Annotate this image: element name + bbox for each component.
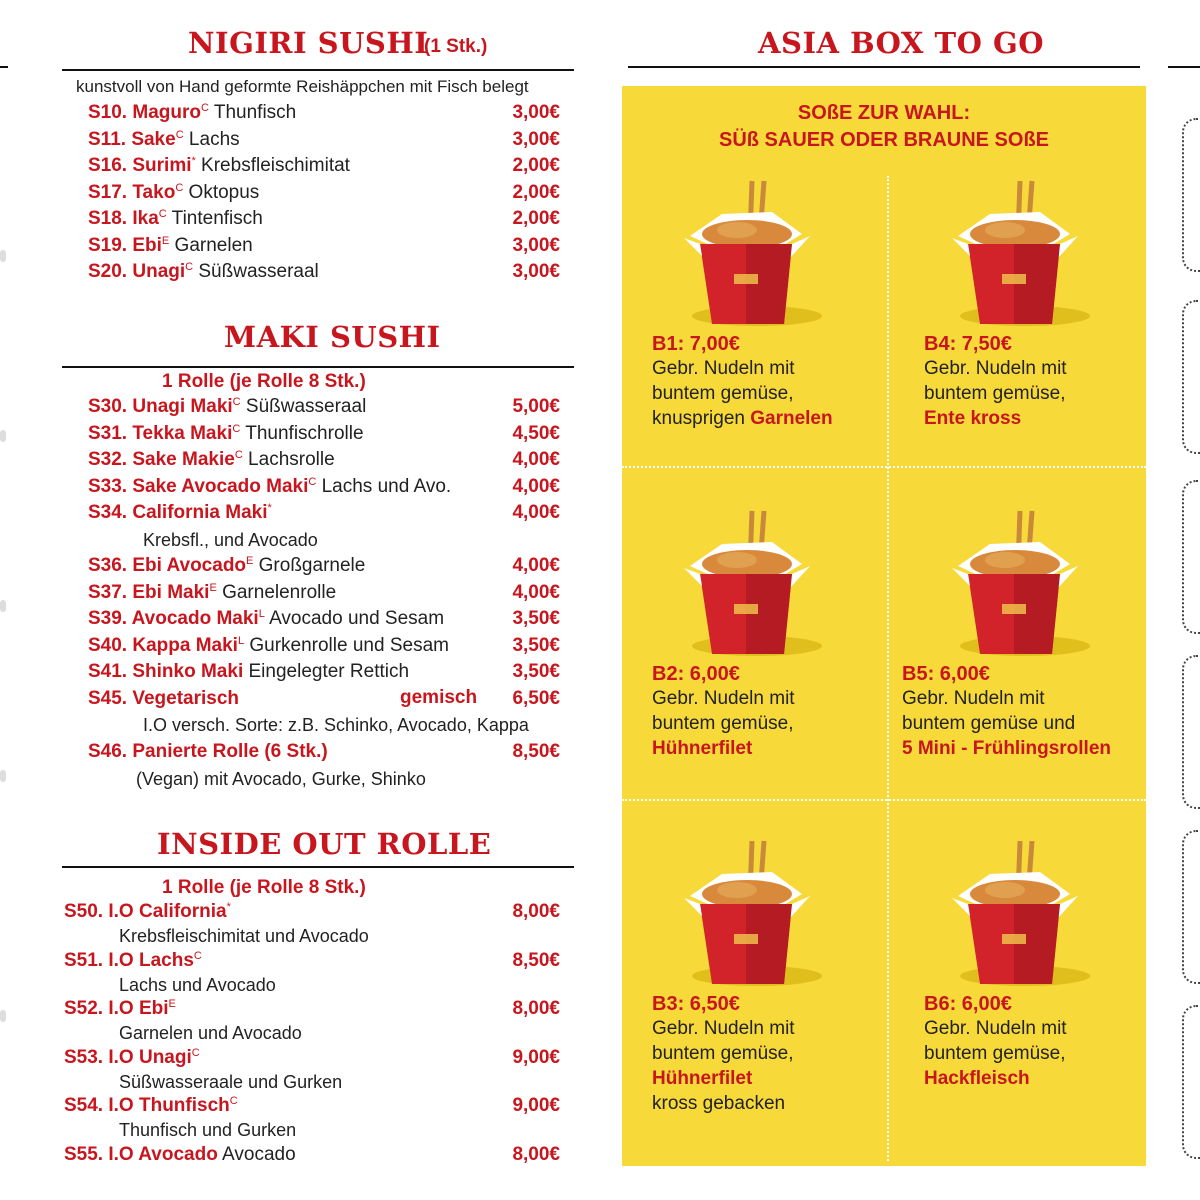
item-code: S36. Ebi Avocado [88, 555, 247, 576]
asiabox-item [652, 333, 887, 430]
box-line: Gebr. Nudeln mit [652, 688, 795, 709]
menu-item-row [88, 582, 560, 608]
item-note: Thunfisch und Gurken [119, 1120, 297, 1140]
item-code: S51. I.O Lachs [64, 949, 194, 971]
menu-item-row [88, 502, 560, 528]
vegetarisch-option: gemisch [400, 687, 478, 708]
item-code: S16. Surimi [88, 155, 192, 176]
item-note: (Vegan) mit Avocado, Gurke, Shinko [136, 769, 426, 789]
maki-subtitle: 1 Rolle (je Rolle 8 Stk.) [162, 371, 366, 392]
sauce-line-2: SÜß SAUER ODER BRAUNE SOßE [718, 129, 1050, 151]
menu-item-row [88, 635, 560, 661]
item-price: 4,00€ [512, 502, 560, 523]
left-fragment-mark [0, 600, 6, 612]
item-description: Avocado [217, 1143, 296, 1165]
box-line: Gebr. Nudeln mit [924, 1018, 1067, 1039]
right-fragment-box [1182, 118, 1200, 272]
item-description: Eingelegter Rettich [243, 661, 410, 682]
item-description: Oktopus [183, 181, 260, 203]
allergen-mark: E [161, 234, 170, 247]
item-code: S19. Ebi [88, 234, 162, 256]
item-code: S32. Sake Makie [88, 449, 235, 470]
menu-item-row [88, 102, 560, 128]
box-line [902, 738, 1152, 760]
noodle-box-illustration [672, 836, 822, 996]
item-code: S53. I.O Unagi [64, 1046, 192, 1068]
item-description: Lachs und Avo. [316, 475, 452, 497]
noodle-box-illustration [940, 836, 1090, 996]
item-description: Gurkenrolle und Sesam [244, 634, 449, 656]
left-fragment-mark [0, 430, 6, 442]
allergen-mark: C [185, 261, 194, 273]
item-code: S41. Shinko Maki [88, 661, 244, 682]
item-code: S39. Avocado Maki [88, 608, 259, 629]
item-price: 8,00€ [512, 1143, 560, 1165]
nigiri-intro: kunstvoll von Hand geformte Reishäppchen mit Fisch belegt [76, 77, 529, 96]
menu-item-row [64, 950, 560, 976]
item-code: S34. California Maki [88, 502, 268, 523]
noodle-box-illustration [672, 506, 822, 666]
box-highlight: Ente kross [924, 408, 1022, 429]
allergen-mark: E [209, 581, 217, 594]
item-description: Avocado und Sesam [264, 608, 445, 629]
item-price: 4,00€ [512, 555, 560, 576]
menu-item-row [88, 423, 560, 449]
box-highlight: Hackfleisch [924, 1068, 1030, 1089]
item-note: Garnelen und Avocado [119, 1023, 302, 1043]
sauce-line-1: SOßE ZUR WAHL: [797, 102, 971, 124]
nigiri-qty: (1 Stk.) [424, 36, 488, 57]
item-description: Krebsfleischimitat [195, 155, 350, 176]
box-price: B3: 6,50€ [652, 993, 740, 1015]
maki-list [88, 396, 560, 796]
allergen-mark: C [193, 949, 202, 962]
box-highlight: 5 Mini - Frühlingsrollen [902, 738, 1111, 759]
box-line [924, 1068, 1159, 1090]
box-line: kross gebacken [652, 1093, 786, 1114]
item-description: Süßwasseraal [193, 261, 319, 282]
noodle-box-illustration [940, 506, 1090, 666]
allergen-mark: C [158, 208, 167, 220]
item-code: S11. Sake [88, 128, 176, 150]
item-price: 3,00€ [512, 261, 560, 282]
allergen-mark: C [232, 422, 241, 435]
item-price: 9,00€ [512, 1095, 560, 1116]
box-line: buntem gemüse, [652, 383, 794, 404]
menu-item-row [64, 901, 560, 927]
item-price: 5,00€ [512, 396, 560, 417]
box-highlight: Hühnerfilet [652, 1068, 753, 1089]
right-fragment-box [1182, 480, 1200, 634]
item-code: S50. I.O California [64, 901, 227, 922]
box-line-prefix: knusprigen [652, 408, 751, 429]
allergen-mark: L [237, 634, 245, 647]
right-fragment-rule [1168, 66, 1200, 68]
allergen-mark: C [200, 102, 209, 114]
asiabox-rule [628, 66, 1140, 68]
allergen-mark: C [175, 181, 184, 194]
box-line: Gebr. Nudeln mit [924, 358, 1067, 379]
item-description: Garnelen [169, 234, 253, 256]
item-code: S46. Panierte Rolle (6 Stk.) [88, 741, 328, 762]
item-description: Thunfisch [208, 102, 297, 123]
box-price: B2: 6,00€ [652, 663, 740, 685]
box-price: B5: 6,00€ [902, 663, 990, 685]
item-description: Garnelenrolle [216, 581, 337, 603]
item-description: Großgarnele [253, 555, 366, 576]
menu-item-row [64, 1095, 560, 1121]
item-price: 3,00€ [512, 128, 560, 150]
menu-item-row [88, 741, 560, 767]
insideout-title: INSIDE OUT ROLLE [157, 827, 492, 861]
menu-item-row [88, 555, 560, 581]
menu-item-row [64, 1144, 560, 1170]
box-line [652, 738, 887, 760]
item-price: 4,00€ [512, 449, 560, 470]
allergen-mark: * [267, 502, 272, 514]
asiabox-title: ASIA BOX TO GO [758, 26, 1044, 60]
box-price: B1: 7,00€ [652, 333, 740, 355]
box-line: Gebr. Nudeln mit [902, 688, 1045, 709]
item-price: 8,50€ [512, 741, 560, 762]
item-price: 3,50€ [512, 634, 560, 656]
allergen-mark: C [234, 449, 243, 461]
item-note: Süßwasseraale und Gurken [119, 1071, 343, 1092]
panel-divider-vertical [887, 176, 889, 1161]
item-code: S45. Vegetarisch [88, 687, 240, 709]
asiabox-item [652, 993, 887, 1115]
menu-item-row [88, 155, 560, 181]
box-line: buntem gemüse und [902, 713, 1076, 734]
item-description: Thunfischrolle [240, 422, 364, 444]
maki-rule [62, 366, 574, 368]
item-code: S54. I.O Thunfisch [64, 1095, 230, 1116]
panel-divider-horizontal [622, 799, 1146, 801]
item-price: 8,00€ [512, 998, 560, 1019]
menu-item-row [88, 661, 560, 687]
allergen-mark: C [229, 1095, 238, 1107]
menu-item-row [64, 998, 560, 1024]
allergen-mark: C [308, 475, 317, 488]
item-price: 3,50€ [512, 661, 560, 682]
menu-item-row [88, 608, 560, 634]
allergen-mark: E [246, 555, 254, 567]
insideout-list [64, 901, 560, 1181]
nigiri-title: NIGIRI SUSHI [188, 26, 429, 60]
menu-item-row [88, 476, 560, 502]
item-code: S30. Unagi Maki [88, 396, 233, 417]
right-fragment-box [1182, 830, 1200, 984]
item-price: 2,00€ [512, 155, 560, 176]
item-code: S18. Ika [88, 208, 159, 229]
box-price: B6: 6,00€ [924, 993, 1012, 1015]
item-price: 3,00€ [512, 234, 560, 256]
menu-item-row [88, 261, 560, 287]
item-price: 2,00€ [512, 208, 560, 229]
menu-item-row [88, 208, 560, 234]
allergen-mark: * [226, 901, 231, 913]
item-price: 4,50€ [512, 422, 560, 444]
noodle-box-illustration [672, 176, 822, 336]
item-price: 9,00€ [512, 1046, 560, 1068]
box-line [652, 1068, 887, 1090]
item-code: S31. Tekka Maki [88, 422, 233, 444]
box-highlight: Hühnerfilet [652, 738, 753, 759]
item-code: S52. I.O Ebi [64, 998, 169, 1019]
box-line [652, 408, 887, 430]
item-price: 3,00€ [512, 102, 560, 123]
box-price: B4: 7,50€ [924, 333, 1012, 355]
box-line: Gebr. Nudeln mit [652, 1018, 795, 1039]
asiabox-item [902, 663, 1152, 760]
item-code: S17. Tako [88, 181, 176, 203]
asiabox-panel [622, 86, 1146, 1166]
box-line: buntem gemüse, [652, 1043, 794, 1064]
menu-item-row [88, 182, 560, 208]
item-code: S20. Unagi [88, 261, 186, 282]
allergen-mark: L [258, 608, 265, 620]
menu-item-row [88, 129, 560, 155]
right-fragment-box [1182, 300, 1200, 454]
item-description: Tintenfisch [166, 208, 263, 229]
box-line: buntem gemüse, [924, 1043, 1066, 1064]
box-line [924, 408, 1159, 430]
item-description: Lachs [183, 128, 240, 150]
item-price: 6,50€ [512, 687, 560, 709]
item-code: S33. Sake Avocado Maki [88, 475, 309, 497]
left-fragment-mark [0, 770, 6, 782]
item-description: Süßwasseraal [240, 396, 367, 417]
insideout-rule [62, 866, 574, 868]
item-price: 8,50€ [512, 949, 560, 971]
left-fragment-mark [0, 1010, 6, 1022]
asiabox-item [924, 993, 1159, 1090]
panel-divider-horizontal [622, 466, 1146, 468]
left-fragment-mark [0, 250, 6, 262]
noodle-box-illustration [940, 176, 1090, 336]
item-description: Lachsrolle [242, 449, 335, 470]
maki-title: MAKI SUSHI [224, 320, 441, 354]
item-code: S40. Kappa Maki [88, 634, 238, 656]
item-price: 3,50€ [512, 608, 560, 629]
allergen-mark: C [175, 128, 184, 141]
menu-item-row [88, 688, 560, 714]
nigiri-rule [62, 69, 574, 71]
menu-item-row [88, 235, 560, 261]
item-price: 4,00€ [512, 475, 560, 497]
allergen-mark: * [191, 155, 196, 167]
right-fragment-box [1182, 1005, 1200, 1159]
item-code: S10. Maguro [88, 102, 201, 123]
menu-item-row [64, 1047, 560, 1073]
allergen-mark: E [168, 998, 176, 1010]
box-line: buntem gemüse, [652, 713, 794, 734]
asiabox-item [652, 663, 887, 760]
item-code: S37. Ebi Maki [88, 581, 210, 603]
item-note: Krebsfleischimitat und Avocado [119, 926, 369, 946]
allergen-mark: C [191, 1046, 200, 1059]
item-code: S55. I.O Avocado [64, 1143, 218, 1165]
item-price: 2,00€ [512, 181, 560, 203]
left-fragment-rule [0, 66, 8, 68]
box-highlight: Garnelen [750, 408, 833, 429]
allergen-mark: C [232, 396, 241, 408]
box-line: Gebr. Nudeln mit [652, 358, 795, 379]
menu-item-row [88, 449, 560, 475]
right-fragment-box [1182, 655, 1200, 809]
item-note: Krebsfl., und Avocado [143, 530, 318, 550]
menu-item-row [88, 396, 560, 422]
item-note: Lachs und Avocado [119, 974, 276, 995]
item-note: I.O versch. Sorte: z.B. Schinko, Avocado, Kappa [143, 715, 529, 735]
item-price: 4,00€ [512, 581, 560, 603]
box-line: buntem gemüse, [924, 383, 1066, 404]
asiabox-item [924, 333, 1159, 430]
insideout-subtitle: 1 Rolle (je Rolle 8 Stk.) [162, 877, 366, 898]
item-price: 8,00€ [512, 901, 560, 922]
